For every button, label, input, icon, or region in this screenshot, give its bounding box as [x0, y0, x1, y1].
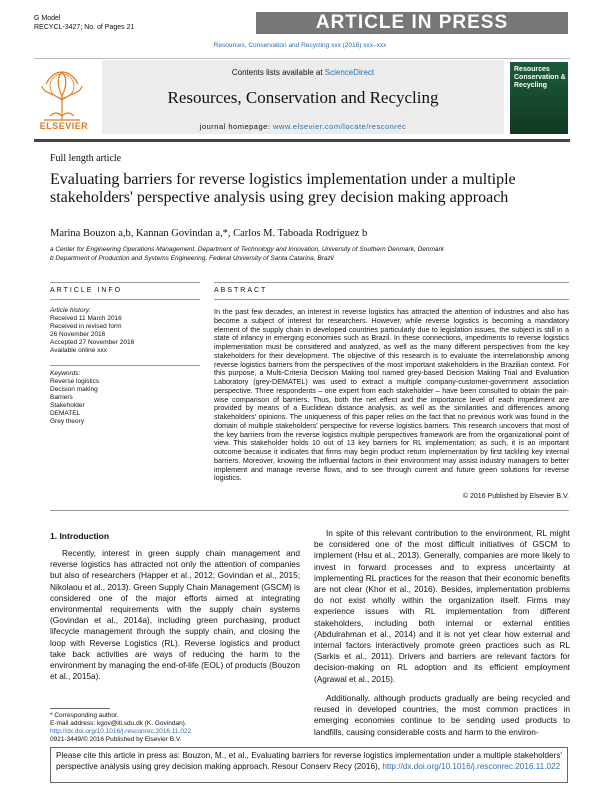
divider: [214, 282, 569, 283]
id-line-1: G Model: [34, 15, 61, 22]
author-list: Marina Bouzon a,b, Kannan Govindan a,*, Carlos M. Taboada Rodriguez b: [50, 228, 368, 239]
history-item: Received in revised form: [50, 323, 122, 330]
homepage-prefix: journal homepage:: [199, 122, 273, 131]
article-history: [50, 307, 200, 355]
elsevier-tree-logo: [36, 66, 88, 124]
history-label: Article history:: [50, 307, 91, 314]
corresponding-note: * Corresponding author.: [50, 712, 119, 719]
history-item: Available online xxx: [50, 347, 107, 354]
homepage-link[interactable]: www.elsevier.com/locate/resconrec: [273, 122, 407, 131]
article-type: Full length article: [50, 153, 122, 164]
article-in-press-banner: ARTICLE IN PRESS: [256, 12, 568, 34]
article-title: Evaluating barriers for reverse logistics implementation under a multiple stakeholders' perspective analysis using grey decision making approach: [50, 171, 516, 206]
keyword: DEMATEL: [50, 410, 81, 417]
elsevier-wordmark: ELSEVIER: [39, 121, 89, 131]
cite-this-box: [50, 747, 568, 783]
divider: [50, 299, 200, 300]
history-item: Received 11 March 2016: [50, 315, 122, 322]
intro-paragraph: Recently, interest in green supply chain management and reverse logistics has attracted not only the attention of companies but also of researchers (Happer et al., 2012; Govindan et al., 2015; Nikolaou et al., 2013). Green Supply Chain Management (GSCM) is considered one of the major efforts aimed at integrating environmental requirements with the supply chain systems (Govindan et al., 2014a), including green purchasing, product lifecycle management through the supply chain, and closing the loop with Reverse Logistics (RL). Reverse logistics and product take back activities are ways of reducing the harm to the environment by managing the end-of-life (EOL) of products (Bouzon et al., 2015a).: [50, 548, 300, 682]
divider: [50, 282, 200, 283]
journal-homepage: [102, 122, 504, 131]
copyright: © 2016 Published by Elsevier B.V.: [462, 493, 569, 500]
history-item: Accepted 27 November 2016: [50, 339, 135, 346]
affiliation-a: a Center for Engineering Operations Management, Department of Technology and Innovation, University of Southern Denmark, Denmark: [50, 246, 444, 253]
sciencedirect-link[interactable]: ScienceDirect: [324, 68, 375, 77]
keywords: [50, 370, 200, 426]
issn-line: 0921-3449/© 2016 Published by Elsevier B.V.: [50, 736, 182, 743]
journal-citation[interactable]: Resources, Conservation and Recycling xxx (2016) xxx–xxx: [213, 42, 387, 49]
cite-text: Please cite this article in press as: Bouzon, M., et al., Evaluating barriers for reverse logistics implementation under a multiple stakeholders' perspective analysis using grey decision making approach. Resour Conserv Recy (2016),: [56, 751, 562, 771]
doi-link[interactable]: http://dx.doi.org/10.1016/j.resconrec.2016.11.022: [50, 728, 192, 735]
keyword: Grey theory: [50, 418, 84, 425]
divider: [214, 299, 569, 300]
manuscript-ids: [34, 14, 134, 32]
keyword: Barriers: [50, 394, 73, 401]
abstract-heading: ABSTRACT: [214, 287, 268, 294]
divider: [50, 510, 569, 511]
cite-doi-link[interactable]: http://dx.doi.org/10.1016/j.resconrec.2016.11.022: [382, 762, 561, 771]
journal-title: Resources, Conservation and Recycling: [167, 88, 439, 107]
contents-prefix: Contents lists available at: [231, 68, 325, 77]
footnote-rule: [50, 708, 110, 709]
keywords-label: Keywords:: [50, 370, 81, 377]
affiliation-b: b Department of Production and Systems Engineering, Federal University of Santa Catarina, Brazil: [50, 255, 334, 262]
abstract-text: In the past few decades, an interest in reverse logistics has attracted the attention of industries and also has become a subject of interest for researchers. However, while reverse logistics is becoming a mandatory element of the supply chain in developed countries particularly due to legislation issues, the subject is still in a state of infancy in emerging economies such as Brazil. In these connections, impediments to reverse logistics implementation must be considered and analyzed, as well as the many different perspectives from the key stakeholders for their development. The objective of this research is to evaluate the interrelationship among reverse logistics barriers from the perspectives of the most important stakeholders in the Brazilian context. For this purpose, a Multi-Criteria Decision Making tool named grey-based Decision Making Trial and Evaluation Laboratory (grey-DEMATEL) was used to extract a multiple company-customer-government association perspective. Three respondents – one expert from each stakeholder – have been consulted to obtain the pair-wise comparison of barriers. Thus, both the net effect and the importance level of each impediment are provided by means of a Euclidean distance analysis, as well as the similarities and differences among stakeholders' opinions. The uniqueness of this paper relies on the fact that no previous work was found in the domain of multiple stakeholders' perspective for reverse logistics barriers. This research uncovers that most of the key barriers from the reverse logistics multiple perspectives framework are from the organizational point of view. This stakeholder holds 10 out of 13 key barriers for RL implementation; as such, it is an important outcome because it indicates that firms may begin product return implementation by first tackling key internal barriers. Moreover, knowing the influential factors in their environment may assist industry managers to better implement and manage reverse flows, and to see through current and future green solutions for reverse logistics.: [214, 307, 569, 483]
email-note: E-mail address: kgov@iti.sdu.dk (K. Govindan).: [50, 720, 187, 727]
journal-cover-title: Resources Conservation & Recycling: [514, 66, 566, 89]
footnote: [50, 712, 300, 744]
history-item: 26 November 2016: [50, 331, 106, 338]
section-heading: 1. Introduction: [50, 531, 110, 541]
keyword: Reverse logistics: [50, 378, 100, 385]
article-info-heading: ARTICLE INFO: [50, 287, 123, 294]
id-line-2: RECYCL-3427; No. of Pages 21: [34, 24, 135, 31]
body-paragraph: In spite of this relevant contribution to the environment, RL might be considered one of the most difficult initiatives of GSCM to implement (Hsu et al., 2013). Generally, companies are more likely to invest in forward processes and to express uncertainty at implementing RL practices for the reason that their economic benefits are not clear (Khor et al., 2016). Besides, implementation problems do not exist wholly within the organization itself. Firms may experience issues with RL implementation from different stakeholders, including both internal or external entities (Abdulrahman et al., 2014) and it is not yet clear how external and internal factors interactively promote green practices such as RL (Sarkis et al., 2011). Drivers and barriers are relevant factors for decision-making on RL adoption and its efficient employment (Agrawal et al., 2015).: [314, 528, 570, 684]
keyword: Decision making: [50, 386, 98, 393]
keyword: Stakeholder: [50, 402, 85, 409]
contents-line: [102, 68, 504, 77]
divider: [50, 365, 200, 366]
body-paragraph: Additionally, although products gradually are being recycled and reused in developed countries, the most common practices in emerging economies continue to be sending used products to landfills, causing considerable costs and harm to the environ-: [314, 693, 570, 737]
